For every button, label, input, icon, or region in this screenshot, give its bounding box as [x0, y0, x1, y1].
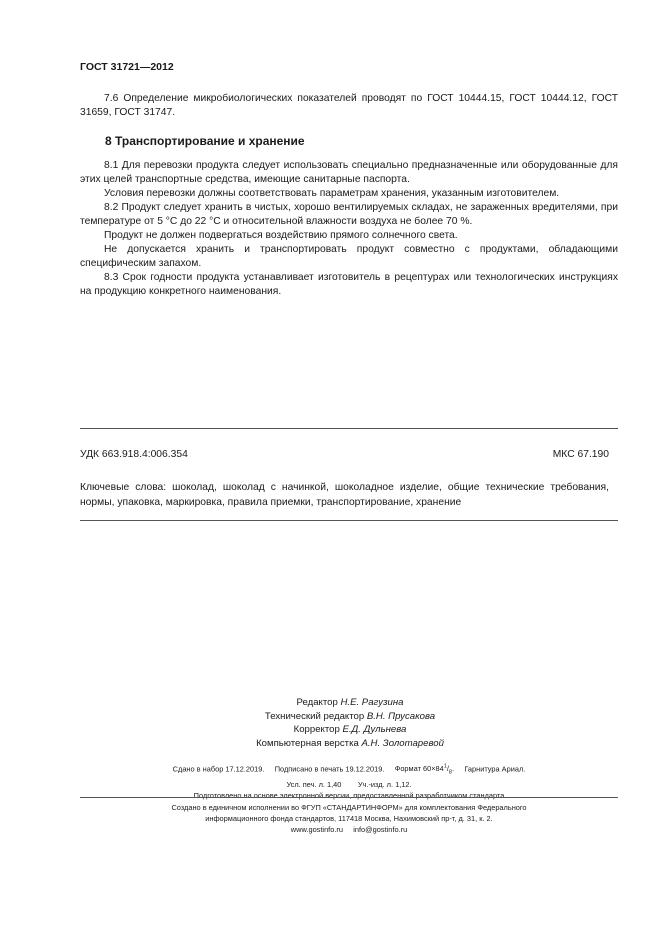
- credits-block: [200, 696, 500, 750]
- publisher-line-1: Создано в единичном исполнении во ФГУП «СТАНДАРТИНФОРМ» для комплектования Федерального: [171, 803, 527, 812]
- udk-code: УДК 663.918.4:006.354: [80, 449, 188, 460]
- imprint-pub-sheets: Уч.-изд. л. 1,12.: [357, 779, 412, 789]
- imprint-line-1: [80, 762, 618, 779]
- keywords: Ключевые слова: шоколад, шоколад с начинкой, шоколадное изделие, общие технические требования, нормы, упаковка, маркировка, правила приемки, транспортирование, хранение: [80, 482, 609, 508]
- credit-editor-name: Н.Е. Рагузина: [340, 697, 404, 708]
- credit-layout-name: А.Н. Золотаревой: [361, 737, 444, 749]
- imprint-format-num: 1: [443, 764, 447, 770]
- imprint-format-suffix: .: [451, 764, 455, 774]
- paragraph-8-1: 8.1 Для перевозки продукта следует использовать специально предназначенные или оборудованные для этих целей транспортные средства, имеющие санитарные паспорта.: [80, 160, 618, 185]
- imprint-set-date: Сдано в набор 17.12.2019.: [172, 764, 265, 774]
- publisher-email-link[interactable]: info@gostinfo.ru: [353, 825, 408, 834]
- section-8-title: 8 Транспортирование и хранение: [105, 134, 305, 148]
- imprint-format-prefix: Формат 60×84: [394, 764, 444, 774]
- imprint-format: Формат $60\times 84^1/_8$.: [394, 764, 455, 776]
- credit-corrector-name: Е.Д. Дульнева: [342, 724, 407, 735]
- credit-editor: [200, 696, 500, 710]
- credit-layout-role: Компьютерная верстка: [256, 737, 359, 749]
- imprint-prepared: Подготовлено на основе электронной версии, предоставленной разработчиком стандарта: [193, 790, 505, 800]
- divider-bottom: [80, 797, 618, 798]
- credit-layout: [200, 737, 500, 751]
- publisher-info: [80, 802, 618, 835]
- imprint-details: [80, 762, 618, 801]
- imprint-format-den: 8: [448, 769, 452, 776]
- credit-tech-editor-role: Технический редактор: [264, 710, 365, 722]
- section-7-text: [80, 92, 618, 120]
- publisher-contacts: [80, 824, 618, 835]
- paragraph-7-6: 7.6 Определение микробиологических показателей проводят по ГОСТ 10444.15, ГОСТ 10444.12, ГОСТ 31659, ГОСТ 31747.: [80, 93, 618, 118]
- imprint-print-sheets: Усл. печ. л. 1,40: [286, 779, 342, 789]
- imprint-typeface: Гарнитура Ариал.: [464, 764, 526, 774]
- publisher-line-2: информационного фонда стандартов, 117418 Москва, Нахимовский пр-т, д. 31, к. 2.: [205, 814, 493, 823]
- divider-keywords: [80, 520, 618, 521]
- publisher-website-link[interactable]: www.gostinfo.ru: [290, 825, 343, 834]
- classification-row: [80, 449, 609, 460]
- credit-corrector-role: Корректор: [293, 724, 340, 735]
- imprint-signed-date: Подписано в печать 19.12.2019.: [274, 764, 385, 774]
- paragraph-8-1-conditions: Условия перевозки должны соответствовать параметрам хранения, указанным изготовителем.: [104, 188, 560, 199]
- section-8-text: [80, 159, 618, 299]
- imprint-line-2: [80, 779, 618, 790]
- credit-tech-editor-name: В.Н. Прусакова: [366, 710, 436, 722]
- mks-code: МКС 67.190: [552, 449, 609, 460]
- credit-editor-role: Редактор: [296, 697, 338, 708]
- paragraph-8-2: 8.2 Продукт следует хранить в чистых, хорошо вентилируемых складах, не зараженных вредителями, при температуре от 5 °С до 22 °С и относительной влажности воздуха не более 70 %.: [80, 202, 618, 227]
- credit-tech-editor: [200, 710, 500, 724]
- paragraph-8-2-odor: Не допускается хранить и транспортировать продукт совместно с продуктами, обладающими специфическим запахом.: [80, 244, 618, 269]
- paragraph-8-2-sunlight: Продукт не должен подвергаться воздействию прямого солнечного света.: [104, 230, 458, 241]
- credit-corrector: [200, 723, 500, 737]
- divider-top: [80, 428, 618, 429]
- paragraph-8-3: 8.3 Срок годности продукта устанавливает изготовитель в рецептурах или технологических инструкциях на продукцию конкретного наименования.: [80, 272, 618, 297]
- document-header: ГОСТ 31721—2012: [80, 61, 174, 73]
